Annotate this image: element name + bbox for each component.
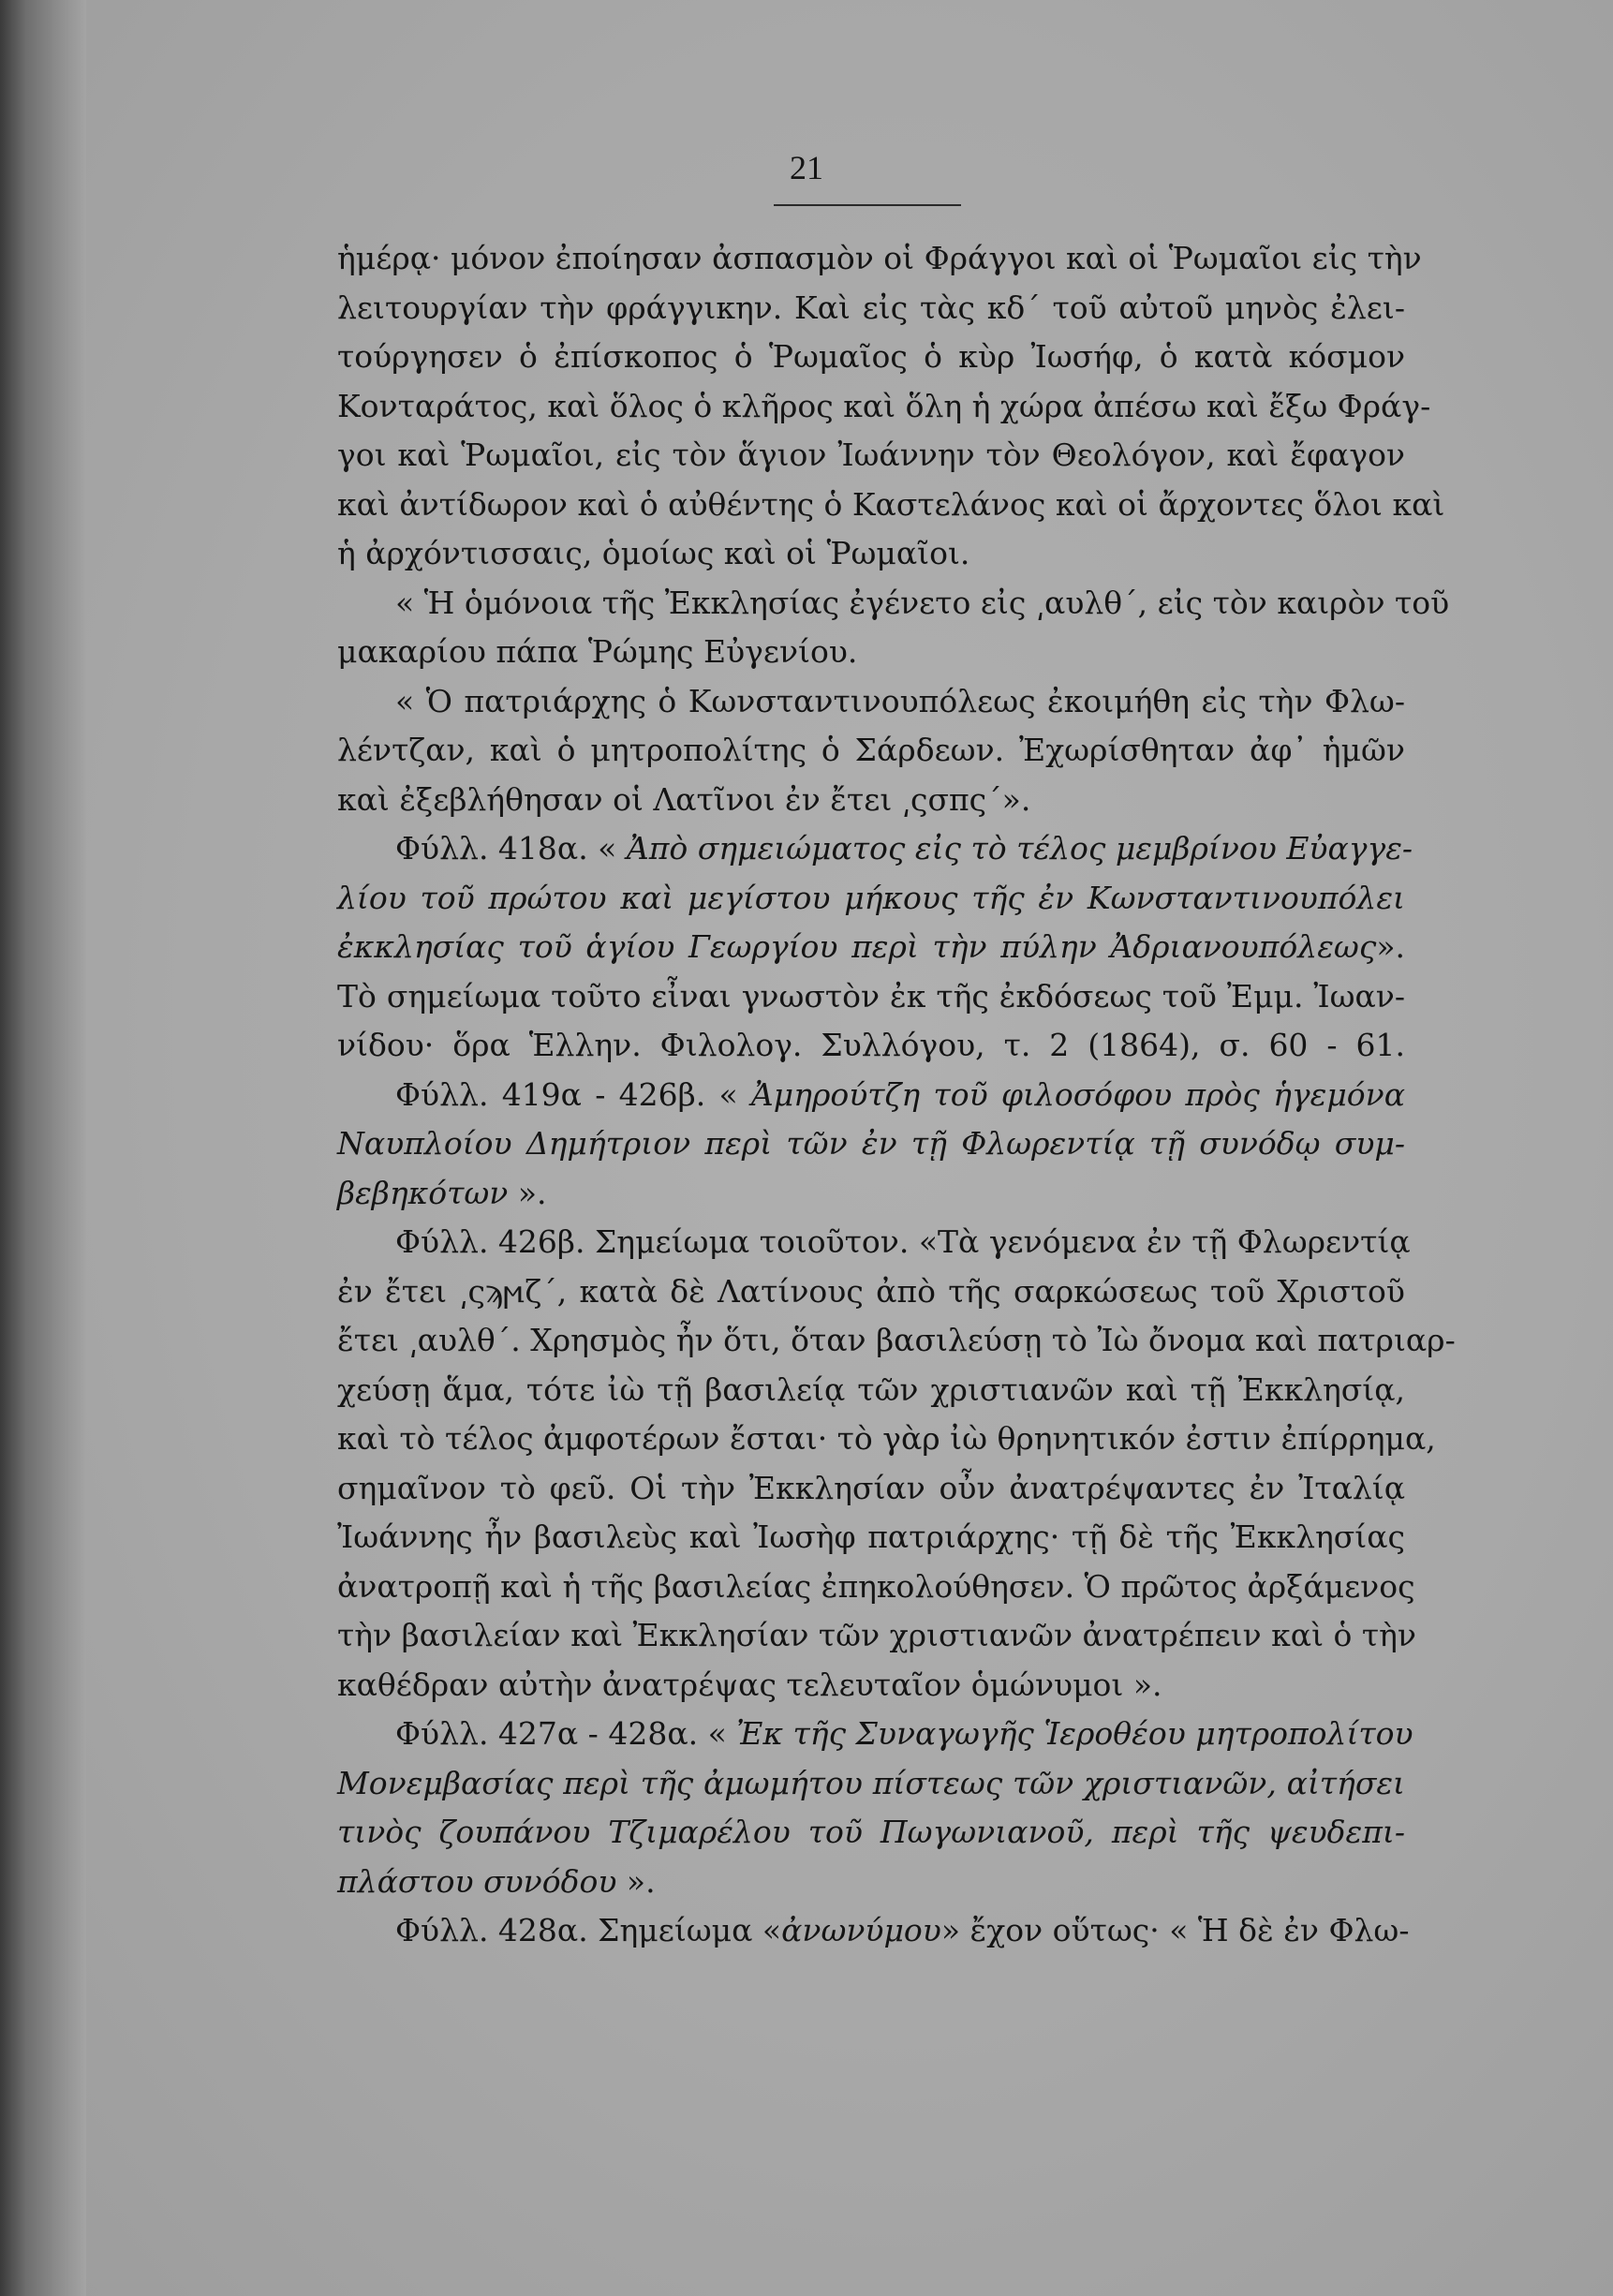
- text-span: λέντζαν, καὶ ὁ μητροπολίτης ὁ Σάρδεων. Ἐχωρίσθηταν ἀφ᾿ ἡμῶν: [337, 732, 1405, 768]
- text-line: [337, 1513, 1405, 1563]
- text-span: ἡμέρᾳ· μόνον ἐποίησαν ἀσπασμὸν οἱ Φράγγοι καὶ οἱ Ῥωμαῖοι εἰς τὴν: [337, 240, 1422, 276]
- italic-text-span: Ἐκ τῆς Συναγωγῆς Ἱεροθέου μητροπολίτου: [736, 1715, 1413, 1752]
- text-line: [337, 579, 1450, 629]
- text-line: [337, 1611, 1416, 1661]
- text-line: [337, 923, 1405, 972]
- text-span: Κονταράτος, καὶ ὅλος ὁ κλῆρος καὶ ὅλη ἡ χώρα ἀπέσω καὶ ἔξω Φράγ-: [337, 387, 1431, 424]
- text-span: καὶ τὸ τέλος ἀμφοτέρων ἔσται· τὸ γὰρ ἰὼ θρηνητικόν ἐστιν ἐπίρρημα,: [337, 1420, 1436, 1457]
- text-span: γοι καὶ Ῥωμαῖοι, εἰς τὸν ἅγιον Ἰωάννην τὸν Θεολόγον, καὶ ἔφαγον: [337, 437, 1405, 473]
- text-line: [337, 1021, 1405, 1071]
- italic-text-span: Μονεμβασίας περὶ τῆς ἀμωμήτου πίστεως τῶν χριστιανῶν, αἰτήσει: [337, 1764, 1405, 1801]
- text-line: [337, 1710, 1413, 1759]
- text-span: ».: [1376, 928, 1405, 965]
- text-span: χεύσῃ ἅμα, τότε ἰὼ τῇ βασιλείᾳ τῶν χριστιανῶν καὶ τῇ Ἐκκλησίᾳ,: [337, 1370, 1405, 1408]
- text-span: Φύλλ. 419α - 426β. «: [395, 1075, 751, 1113]
- italic-text-span: ἐκκλησίας τοῦ ἁγίου Γεωργίου περὶ τὴν πύλην Ἀδριανουπόλεως: [337, 928, 1377, 965]
- text-span: Ἰωάννης ἦν βασιλεὺς καὶ Ἰωσὴφ πατριάρχης· τῇ δὲ τῆς Ἐκκλησίας: [337, 1518, 1405, 1555]
- text-span: τὴν βασιλείαν καὶ Ἐκκλησίαν τῶν χριστιανῶν ἀνατρέπειν καὶ ὁ τὴν: [337, 1617, 1416, 1653]
- text-line: [337, 481, 1445, 530]
- italic-text-span: ἀνωνύμου: [781, 1912, 941, 1948]
- text-span: ».: [508, 1174, 547, 1211]
- text-line: [337, 1759, 1405, 1809]
- text-span: Φύλλ. 418α. «: [395, 830, 627, 867]
- text-line: [337, 1661, 1405, 1711]
- text-span: ἐν ἔτει ͵ςϡϻζ΄, κατὰ δὲ Λατίνους ἀπὸ τῆς σαρκώσεως τοῦ Χριστοῦ: [337, 1272, 1405, 1310]
- text-span: « Ὁ πατριάρχης ὁ Κωνσταντινουπόλεως ἐκοιμήθη εἰς τὴν Φλω-: [395, 682, 1405, 719]
- text-line: [337, 1218, 1411, 1267]
- text-span: νίδου· ὅρα Ἑλλην. Φιλολογ. Συλλόγου, τ. 2 (1864), σ. 60 - 61.: [337, 1027, 1405, 1063]
- text-span: ».: [616, 1862, 656, 1900]
- book-binding-shadow: [0, 0, 86, 2296]
- italic-text-span: λίου τοῦ πρώτου καὶ μεγίστου μήκους τῆς ἐν Κωνσταντινουπόλει: [337, 879, 1405, 916]
- text-line: [337, 529, 1405, 579]
- text-line: [337, 972, 1405, 1022]
- text-span: σημαῖνον τὸ φεῦ. Οἱ τὴν Ἐκκλησίαν οὖν ἀνατρέψαντες ἐν Ἰταλίᾳ: [337, 1469, 1405, 1506]
- italic-text-span: Ἀμηρούτζη τοῦ φιλοσόφου πρὸς ἡγεμόνα: [750, 1075, 1405, 1113]
- text-line: [337, 1464, 1405, 1514]
- text-span: » ἔχον οὕτως· « Ἡ δὲ ἐν Φλω-: [940, 1912, 1410, 1948]
- text-span: καθέδραν αὐτὴν ἀνατρέψας τελευταῖον ὁμώνυμοι ».: [337, 1666, 1162, 1703]
- text-line: [337, 333, 1405, 382]
- text-span: Φύλλ. 427α - 428α. «: [395, 1715, 737, 1752]
- italic-text-span: Ναυπλοίου Δημήτριον περὶ τῶν ἐν τῇ Φλωρεντίᾳ τῇ συνόδῳ συμ-: [337, 1125, 1405, 1162]
- text-span: Φύλλ. 426β. Σημείωμα τοιοῦτον. «Τὰ γενόμενα ἐν τῇ Φλωρεντίᾳ: [395, 1223, 1411, 1260]
- text-span: Φύλλ. 428α. Σημείωμα «: [395, 1912, 782, 1948]
- text-line: [337, 1316, 1456, 1366]
- italic-text-span: βεβηκότων: [337, 1174, 509, 1211]
- text-line: [337, 1267, 1405, 1317]
- text-span: λειτουργίαν τὴν φράγγικην. Καὶ εἰς τὰς κδ΄ τοῦ αὐτοῦ μηνὸς ἐλει-: [337, 289, 1405, 326]
- text-line: [337, 1808, 1405, 1858]
- text-span: Τὸ σημείωμα τοῦτο εἶναι γνωστὸν ἐκ τῆς ἐκδόσεως τοῦ Ἐμμ. Ἰωαν-: [337, 977, 1405, 1015]
- text-line: [337, 874, 1405, 924]
- text-span: μακαρίου πάπα Ῥώμης Εὐγενίου.: [337, 633, 858, 670]
- text-line: [337, 431, 1405, 481]
- text-line: [337, 1563, 1415, 1612]
- text-span: « Ἡ ὁμόνοια τῆς Ἐκκλησίας ἐγένετο εἰς ͵αυλθ΄, εἰς τὸν καιρὸν τοῦ: [395, 584, 1450, 621]
- text-span: τούργησεν ὁ ἐπίσκοπος ὁ Ῥωμαῖος ὁ κὺρ Ἰωσήφ, ὁ κατὰ κόσμον: [337, 338, 1405, 375]
- text-line: [337, 824, 1413, 874]
- italic-text-span: Ἀπὸ σημειώματος εἰς τὸ τέλος μεμβρίνου Εὐαγγε-: [626, 830, 1413, 867]
- text-line: [337, 1366, 1405, 1415]
- text-line: [337, 1119, 1405, 1169]
- text-line: [337, 1906, 1410, 1956]
- text-span: καὶ ἀντίδωρον καὶ ὁ αὐθέντης ὁ Καστελάνος καὶ οἱ ἄρχοντες ὅλοι καὶ: [337, 485, 1445, 523]
- text-span: καὶ ἐξεβλήθησαν οἱ Λατῖνοι ἐν ἔτει ͵ςσπς΄».: [337, 780, 1031, 818]
- page-number: 21: [790, 149, 823, 186]
- text-line: [337, 1071, 1405, 1120]
- italic-text-span: τινὸς ζουπάνου Τζιμαρέλου τοῦ Πωγωνιανοῦ, περὶ τῆς ψευδεπι-: [337, 1814, 1405, 1850]
- text-line: [337, 1858, 1405, 1907]
- text-line: [337, 1169, 1405, 1219]
- text-line: [337, 726, 1405, 776]
- text-line: [337, 284, 1405, 333]
- text-line: [337, 1415, 1436, 1464]
- text-line: [337, 382, 1431, 432]
- text-span: ἀνατροπῇ καὶ ἡ τῆς βασιλείας ἐπηκολούθησεν. Ὁ πρῶτος ἀρξάμενος: [337, 1567, 1415, 1605]
- text-line: [337, 234, 1422, 284]
- italic-text-span: πλάστου συνόδου: [337, 1862, 617, 1900]
- text-line: [337, 677, 1405, 727]
- text-span: ἡ ἀρχόντισσαις, ὁμοίως καὶ οἱ Ῥωμαῖοι.: [337, 535, 970, 571]
- text-span: ἔτει ͵αυλθ΄. Χρησμὸς ἦν ὅτι, ὅταν βασιλεύσῃ τὸ Ἰὼ ὄνομα καὶ πατριαρ-: [337, 1322, 1456, 1358]
- body-text: [337, 234, 1456, 1956]
- text-line: [337, 776, 1405, 825]
- page-number-rule: [774, 204, 961, 206]
- text-line: [337, 628, 1405, 677]
